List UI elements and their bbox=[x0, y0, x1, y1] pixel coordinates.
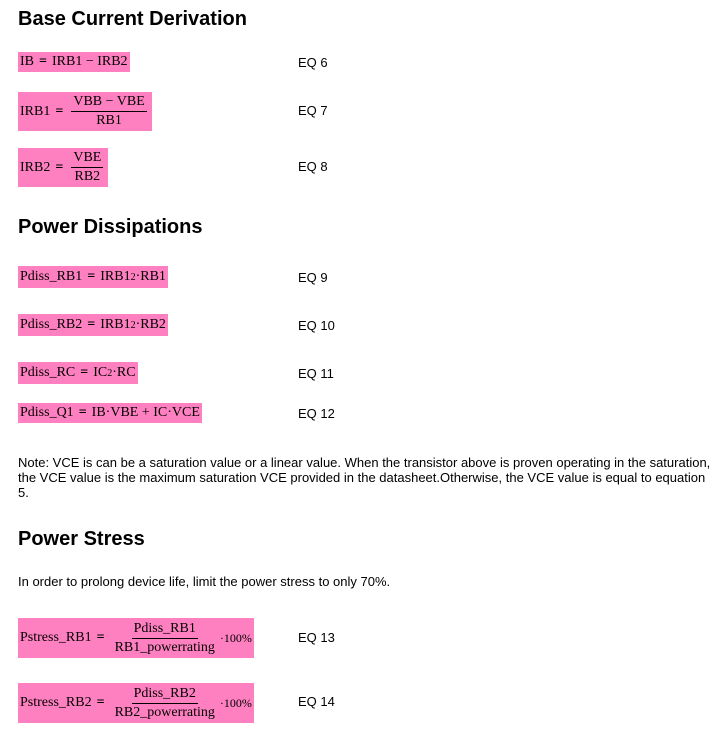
note-text: Note: VCE is can be a saturation value or a linear value. When the transistor above is proven operating in the saturation, the VCE value is the maximum saturation VCE provided in the datasheet.Otherwise, the VCE value is equal to equation 5. bbox=[18, 455, 711, 500]
eq-term: IRB1 bbox=[100, 317, 131, 332]
eq-label: EQ 11 bbox=[298, 366, 334, 381]
equals: = bbox=[55, 159, 64, 175]
equation-11 bbox=[18, 362, 138, 384]
eq-lhs: Pdiss_RC bbox=[20, 365, 76, 380]
eq-term: ·RC bbox=[112, 365, 136, 380]
equation-10 bbox=[18, 314, 168, 336]
eq-lhs: IB bbox=[20, 54, 34, 69]
stress-intro-text: In order to prolong device life, limit the power stress to only 70%. bbox=[18, 574, 391, 589]
equals: = bbox=[87, 269, 96, 284]
equation-6 bbox=[18, 52, 130, 72]
eq-lhs: Pdiss_RB1 bbox=[20, 269, 83, 284]
numerator: Pdiss_RB2 bbox=[132, 686, 198, 704]
eq-lhs: Pdiss_Q1 bbox=[20, 405, 74, 420]
eq-term: IC bbox=[93, 365, 108, 380]
eq-label: EQ 10 bbox=[298, 318, 335, 333]
section-heading-power-stress: Power Stress bbox=[18, 528, 145, 550]
eq-label: EQ 13 bbox=[298, 630, 335, 645]
eq-lhs: IRB2 bbox=[20, 159, 51, 175]
eq-label: EQ 6 bbox=[298, 55, 328, 70]
exponent: 2 bbox=[130, 319, 136, 331]
fraction bbox=[71, 94, 146, 129]
denominator: RB1 bbox=[96, 113, 122, 128]
eq-label: EQ 7 bbox=[298, 103, 328, 118]
equation-7 bbox=[18, 92, 152, 131]
equation-14 bbox=[18, 683, 254, 723]
eq-lhs: Pstress_RB1 bbox=[20, 630, 92, 645]
equation-8 bbox=[18, 148, 108, 187]
eq-label: EQ 8 bbox=[298, 159, 328, 174]
eq-term: ·100% bbox=[219, 695, 252, 710]
eq-label: EQ 9 bbox=[298, 270, 328, 285]
eq-rhs: IRB1 − IRB2 bbox=[51, 54, 128, 69]
section-heading-power-dissipations: Power Dissipations bbox=[18, 216, 203, 238]
eq-lhs: Pstress_RB2 bbox=[20, 695, 92, 710]
fraction bbox=[113, 686, 217, 721]
eq-term: ·RB1 bbox=[135, 269, 166, 284]
eq-lhs: Pdiss_RB2 bbox=[20, 317, 83, 332]
exponent: 2 bbox=[107, 367, 113, 379]
eq-rhs: IB·VBE + IC·VCE bbox=[91, 405, 200, 420]
equals: = bbox=[87, 317, 96, 332]
equals: = bbox=[55, 103, 64, 119]
fraction bbox=[71, 150, 103, 185]
equation-13 bbox=[18, 618, 254, 658]
equals: = bbox=[80, 365, 89, 380]
equation-9 bbox=[18, 266, 168, 288]
denominator: RB1_powerrating bbox=[114, 639, 215, 655]
equation-12 bbox=[18, 403, 202, 423]
eq-term: ·100% bbox=[219, 630, 252, 645]
exponent: 2 bbox=[130, 271, 136, 283]
equals: = bbox=[39, 54, 47, 69]
fraction bbox=[113, 621, 217, 656]
denominator: RB2 bbox=[74, 169, 101, 184]
eq-term: ·RB2 bbox=[135, 317, 166, 332]
eq-label: EQ 12 bbox=[298, 406, 335, 421]
denominator: RB2_powerrating bbox=[114, 704, 215, 720]
numerator: VBB − VBE bbox=[71, 94, 146, 112]
equals: = bbox=[96, 695, 105, 710]
equals: = bbox=[96, 630, 105, 645]
eq-term: IRB1 bbox=[100, 269, 131, 284]
equals: = bbox=[78, 405, 87, 420]
eq-label: EQ 14 bbox=[298, 694, 335, 709]
numerator: VBE bbox=[71, 150, 103, 168]
section-heading-base-current: Base Current Derivation bbox=[18, 8, 247, 30]
numerator: Pdiss_RB1 bbox=[132, 621, 198, 639]
eq-lhs: IRB1 bbox=[20, 103, 51, 119]
